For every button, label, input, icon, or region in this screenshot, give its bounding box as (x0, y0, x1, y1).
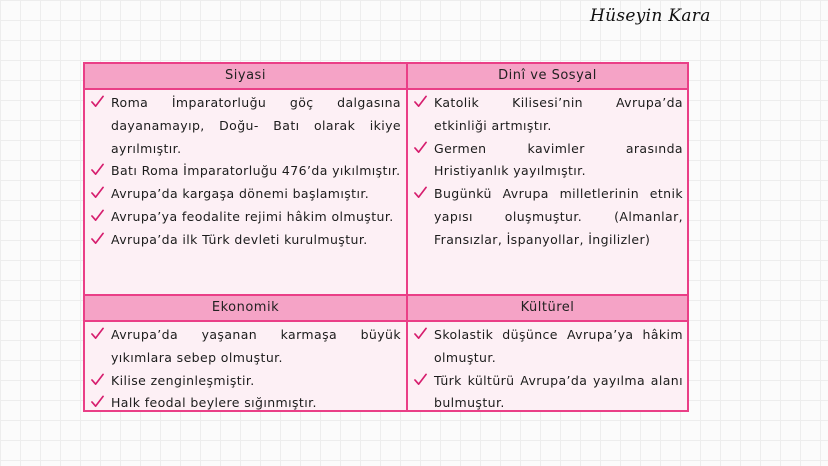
list-item (412, 183, 683, 251)
list-item (89, 229, 401, 252)
summary-table (83, 62, 689, 412)
list-item (89, 324, 401, 370)
section-header-dini-sosyal: Dinî ve Sosyal (408, 64, 687, 88)
check-icon (91, 186, 104, 199)
list-item (89, 160, 401, 183)
list-item-text: Germen kavimler arasında Hristiyanlık yayılmıştır. (434, 140, 683, 179)
section-body-kulturel (412, 324, 683, 415)
list-item-text: Kilise zenginleşmiştir. (111, 372, 255, 388)
check-icon (91, 232, 104, 245)
section-header-siyasi: Siyasi (85, 64, 406, 88)
section-body-siyasi (89, 92, 401, 252)
list-item-text: Avrupa’da kargaşa dönemi başlamıştır. (111, 186, 370, 202)
list-item-text: Batı Roma İmparatorluğu 476’da yıkılmıştır. (111, 163, 401, 179)
list-item (412, 324, 683, 370)
list-item (412, 138, 683, 184)
list-item-text: Roma İmparatorluğu göç dalgasına dayanamayıp, Doğu- Batı olarak ikiye ayrılmıştır. (111, 95, 401, 156)
column-divider (406, 64, 408, 410)
list-item-text: Avrupa’ya feodalite rejimi hâkim olmuştur. (111, 208, 394, 224)
check-icon (414, 327, 427, 340)
header-divider (85, 88, 406, 90)
check-icon (91, 373, 104, 386)
list-item-text: Skolastik düşünce Avrupa’ya hâkim olmuştur. (434, 327, 683, 365)
list-item (89, 392, 401, 415)
section-header-ekonomik: Ekonomik (85, 296, 406, 320)
list-item-text: Bugünkü Avrupa milletlerinin etnik yapısı oluşmuştur. (Almanlar, Fransızlar, İspanyollar, İngilizler) (434, 186, 683, 247)
list-item (89, 183, 401, 206)
list-item (89, 206, 401, 229)
check-icon (414, 141, 427, 154)
check-icon (414, 186, 427, 199)
check-icon (414, 373, 427, 386)
section-body-ekonomik (89, 324, 401, 415)
list-item (412, 92, 683, 138)
list-item (412, 370, 683, 416)
list-item-text: Türk kültürü Avrupa’da yayılma alanı bulmuştur. (434, 372, 683, 411)
author-signature: Hüseyin Kara (590, 6, 711, 26)
check-icon (91, 395, 104, 408)
check-icon (414, 95, 427, 108)
list-item-text: Halk feodal beylere sığınmıştır. (111, 395, 317, 411)
list-item-text: Katolik Kilisesi’nin Avrupa’da etkinliği artmıştır. (434, 95, 683, 133)
section-header-kulturel: Kültürel (408, 296, 687, 320)
check-icon (91, 163, 104, 176)
section-body-dini-sosyal (412, 92, 683, 252)
header-divider (85, 320, 406, 322)
header-divider (408, 320, 687, 322)
check-icon (91, 95, 104, 108)
list-item (89, 370, 401, 393)
list-item (89, 92, 401, 160)
list-item-text: Avrupa’da ilk Türk devleti kurulmuştur. (111, 231, 368, 247)
list-item-text: Avrupa’da yaşanan karmaşa büyük yıkımlara sebep olmuştur. (111, 327, 401, 365)
check-icon (91, 327, 104, 340)
check-icon (91, 209, 104, 222)
header-divider (408, 88, 687, 90)
